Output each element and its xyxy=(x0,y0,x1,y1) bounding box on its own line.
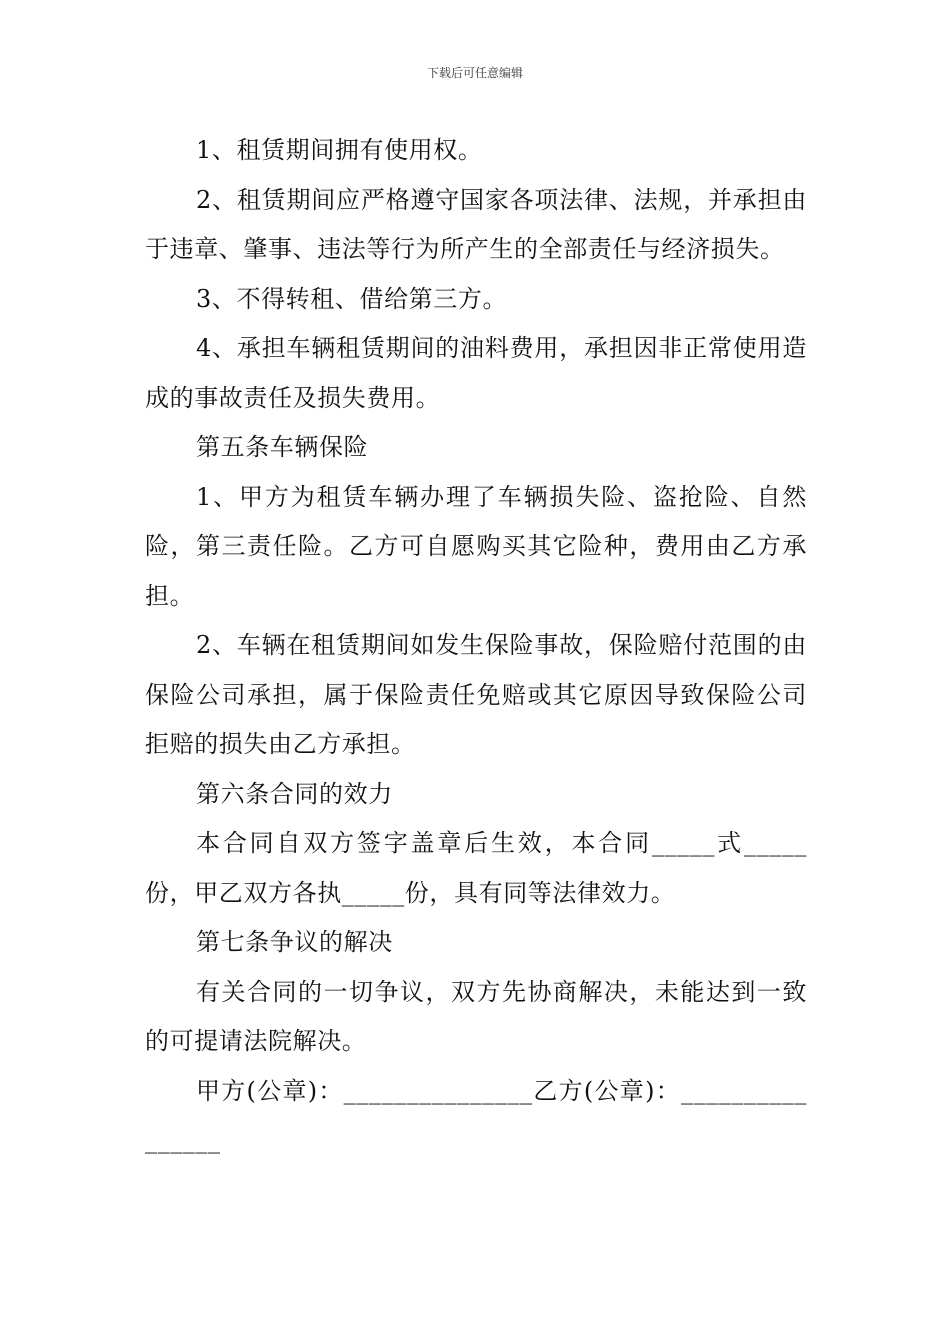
paragraph-validity: 本合同自双方签字盖章后生效，本合同_____式_____份，甲乙双方各执_____份，具有同等法律效力。 xyxy=(145,829,807,907)
page-header: 下载后可任意编辑 xyxy=(426,66,523,80)
section-heading-validity: 第六条合同的效力 xyxy=(196,779,393,808)
paragraph-insurance-claims: 2、车辆在租赁期间如发生保险事故，保险赔付范围的由保险公司承担，属于保险责任免赔或其它原因导致保险公司拒赔的损失由乙方承担。 xyxy=(145,631,807,758)
section-heading-insurance: 第五条车辆保险 xyxy=(196,433,369,461)
paragraph-obligations: 2、租赁期间应严格遵守国家各项法律、法规，并承担由于违章、肇事、违法等行为所产生的全部责任与经济损失。 xyxy=(145,185,807,263)
paragraph-disputes: 有关合同的一切争议，双方先协商解决，未能达到一致的可提请法院解决。 xyxy=(145,977,807,1055)
section-heading-disputes: 第七条争议的解决 xyxy=(196,928,393,956)
document-body xyxy=(145,126,807,1166)
paragraph-insurance-coverage: 1、甲方为租赁车辆办理了车辆损失险、盗抢险、自然险，第三责任险。乙方可自愿购买其它险种，费用由乙方承担。 xyxy=(145,482,807,610)
paragraph-fuel-costs: 4、承担车辆租赁期间的油料费用，承担因非正常使用造成的事故责任及损失费用。 xyxy=(145,334,807,412)
paragraph-no-sublease: 3、不得转租、借给第三方。 xyxy=(196,284,508,313)
signature-line: 甲方(公章)：_______________乙方(公章)：________________ xyxy=(145,1076,807,1154)
paragraph-rights: 1、租赁期间拥有使用权。 xyxy=(196,136,483,164)
